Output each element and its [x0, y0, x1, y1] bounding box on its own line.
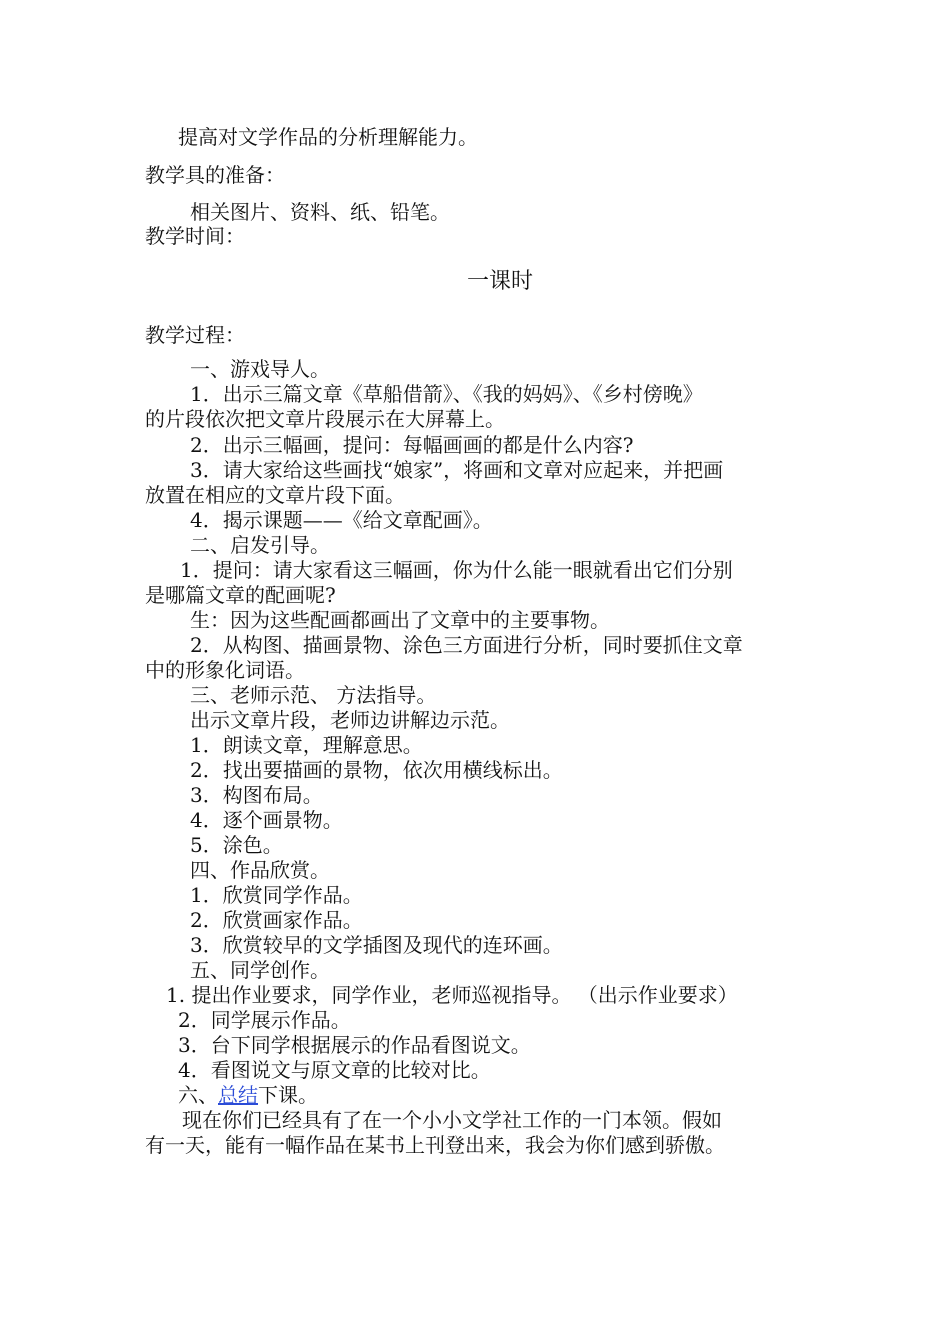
section-1-title: 一、游戏导人。 [190, 357, 330, 381]
summary-link[interactable]: 总结 [218, 1083, 258, 1107]
intro-goal: 提高对文学作品的分析理解能力。 [178, 125, 478, 149]
section-1-item-3-line-1: 3．请大家给这些画找“娘家”，将画和文章对应起来，并把画 [190, 458, 724, 482]
process-heading: 教学过程： [145, 323, 245, 347]
section-1-item-1-line-2: 的片段依次把文章片段展示在大屏幕上。 [145, 407, 505, 431]
section-3-step-4: 4．逐个画景物。 [190, 808, 343, 832]
section-3-step-5: 5．涂色。 [190, 833, 283, 857]
section-3-step-2: 2．找出要描画的景物，依次用横线标出。 [190, 758, 563, 782]
closing-line-2: 有一天，能有一幅作品在某书上刊登出来，我会为你们感到骄傲。 [145, 1133, 725, 1157]
section-1-item-1-line-1: 1．出示三篇文章《草船借箭》、《我的妈妈》、《乡村傍晚》 [190, 382, 703, 406]
section-3-title: 三、老师示范、 方法指导。 [190, 683, 437, 707]
section-5-item-2: 2．同学展示作品。 [178, 1008, 351, 1032]
section-6-suffix: 下课。 [258, 1083, 318, 1107]
section-4-item-2: 2．欣赏画家作品。 [190, 908, 363, 932]
prep-heading: 教学具的准备： [145, 163, 285, 187]
section-2-item-1-line-1: 1．提问：请大家看这三幅画，你为什么能一眼就看出它们分别 [180, 558, 733, 582]
prep-items: 相关图片、资料、纸、铅笔。 [190, 200, 450, 224]
section-2-item-1-line-2: 是哪篇文章的配画呢? [145, 583, 336, 607]
section-6-title [178, 1082, 318, 1108]
section-1-item-2: 2．出示三幅画，提问：每幅画画的都是什么内容? [190, 433, 634, 457]
section-6-prefix: 六、 [178, 1083, 218, 1107]
section-1-item-3-line-2: 放置在相应的文章片段下面。 [145, 483, 405, 507]
section-5-item-3: 3．台下同学根据展示的作品看图说文。 [178, 1033, 531, 1057]
section-5-title: 五、同学创作。 [190, 958, 330, 982]
section-2-item-2-line-2: 中的形象化词语。 [145, 658, 305, 682]
section-3-intro: 出示文章片段，老师边讲解边示范。 [190, 708, 510, 732]
section-2-title: 二、启发引导。 [190, 533, 330, 557]
section-5-item-4: 4．看图说文与原文章的比较对比。 [178, 1058, 491, 1082]
time-value: 一课时 [466, 269, 533, 294]
section-1-item-4: 4．揭示课题——《给文章配画》。 [190, 508, 493, 532]
section-5-item-1: 1. 提出作业要求，同学作业，老师巡视指导。 （出示作业要求） [166, 983, 738, 1007]
section-2-item-2-line-1: 2．从构图、描画景物、涂色三方面进行分析，同时要抓住文章 [190, 633, 743, 657]
time-heading: 教学时间： [145, 224, 245, 248]
section-4-item-1: 1．欣赏同学作品。 [190, 883, 363, 907]
section-2-answer: 生：因为这些配画都画出了文章中的主要事物。 [190, 608, 610, 632]
section-3-step-3: 3．构图布局。 [190, 783, 323, 807]
section-3-step-1: 1．朗读文章，理解意思。 [190, 733, 423, 757]
section-4-title: 四、作品欣赏。 [190, 858, 330, 882]
closing-line-1: 现在你们已经具有了在一个小小文学社工作的一门本领。假如 [182, 1108, 722, 1132]
section-4-item-3: 3．欣赏较早的文学插图及现代的连环画。 [190, 933, 563, 957]
